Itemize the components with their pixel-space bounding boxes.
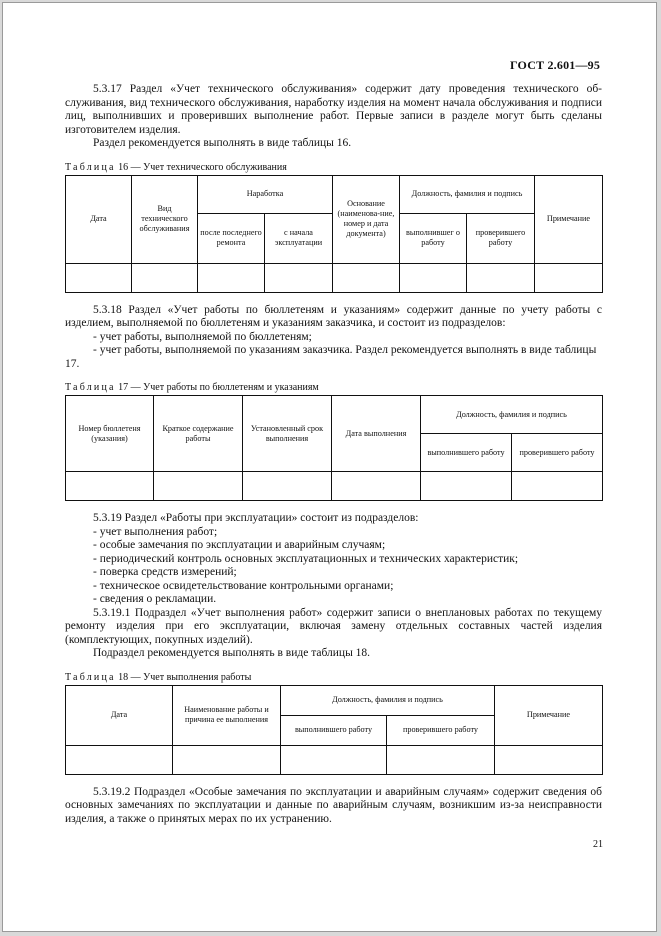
t16-header-date: Дата <box>66 175 132 263</box>
list-item: - поверка средств измерений; <box>93 566 237 578</box>
table-17 <box>65 395 603 501</box>
list-item: - сведения о рекламации. <box>93 593 217 605</box>
list-item: - техническое освидетельствование контрольными органами; <box>93 579 394 592</box>
paragraph-5-3-19-1-table-ref: Подраздел рекомендуется выполнять в виде таблицы 18. <box>93 647 371 659</box>
t18-header-date: Дата <box>66 685 173 745</box>
t17-header-signature: Должность, фамилия и подпись <box>421 396 603 434</box>
t16-header-since-start: с начала эксплуатации <box>265 213 333 263</box>
t18-header-signature: Должность, фамилия и подпись <box>281 685 495 715</box>
t17-header-done-date: Дата выполнения <box>332 396 421 472</box>
list-5-3-18 <box>65 331 602 372</box>
t16-header-runtime: Наработка <box>198 175 333 213</box>
paragraph-5-3-19-2: 5.3.19.2 Подраздел «Особые замечания по эксплуатации и аварийным случаям» содержит сведения об основных замечаниях по эксплуатации и данные по аварийным случаям, возникшим из-за неисправности изделия, а также о принятых мерах по их устранению. <box>65 785 602 825</box>
t16-header-signature: Должность, фамилия и подпись <box>400 175 535 213</box>
t18-header-name: Наименование работы и причина ее выполнения <box>173 685 281 745</box>
standard-title: ГОСТ 2.601—95 <box>510 58 601 72</box>
list-item: - учет работы, выполняемой по указаниям заказчика. Раздел рекомендуется выполнять в виде таблицы 17. <box>65 344 597 370</box>
t16-header-kind: Вид технического обслуживания <box>132 175 198 263</box>
t16-header-performed: выполнившег о работу <box>400 213 467 263</box>
list-item: - учет выполнения работ; <box>93 525 218 538</box>
t18-header-performed: выполнившего работу <box>281 715 387 745</box>
paragraph-5-3-19-1: 5.3.19.1 Подраздел «Учет выполнения работ» содержит записи о внеплановых работах по текущему ремонту изделия при его эксплуатации, включая замену отдельных составных частей изделия (комплектующих, покупных изделий). <box>65 606 602 646</box>
table-18-caption: Таблица 18 — Учет выполнения работы <box>65 671 252 683</box>
page-content <box>65 83 602 826</box>
paragraph-5-3-17: 5.3.17 Раздел «Учет технического обслуживания» содержит дату проведения технического об-служивания, вид технического обслуживания, наработку изделия на момент начала обслуживания и подписи лиц, выполнивших и проверивших выполнение работ. Первые записи в разделе могут быть сделаны изготовителем изделия. <box>65 83 602 136</box>
document-page <box>2 2 657 932</box>
t17-header-deadline: Установленный срок выполнения <box>243 396 332 472</box>
paragraph-5-3-17-table-ref: Раздел рекомендуется выполнять в виде таблицы 16. <box>93 137 352 149</box>
table-17-caption: Таблица 17 — Учет работы по бюллетеням и указаниям <box>65 382 319 393</box>
list-item: - учет работы, выполняемой по бюллетеням; <box>93 330 312 343</box>
table-16 <box>65 175 603 293</box>
t17-header-summary: Краткое содержание работы <box>154 396 243 472</box>
table-row <box>66 472 603 501</box>
table-row <box>66 745 603 774</box>
list-item: - особые замечания по эксплуатации и аварийным случаям; <box>93 539 386 551</box>
t17-header-number: Номер бюллетеня (указания) <box>66 396 154 472</box>
paragraph-5-3-19: 5.3.19 Раздел «Работы при эксплуатации» состоит из подразделов: <box>93 512 419 524</box>
t17-header-performed: выполнившего работу <box>421 434 512 472</box>
paragraph-5-3-18: 5.3.18 Раздел «Учет работы по бюллетеням и указаниям» содержит данные по учету работы с изделием, выполняемой по бюллетеням и указаниям заказчика, и состоит из подразделов: <box>65 303 602 329</box>
t16-header-note: Примечание <box>535 175 603 263</box>
t16-header-basis: Основание (наименова-ние, номер и дата документа) <box>333 175 400 263</box>
t16-header-after-repair: после последнего ремонта <box>198 213 265 263</box>
t17-header-checked: проверившего работу <box>512 434 603 472</box>
t18-header-note: Примечание <box>495 685 603 745</box>
t16-header-checked: проверившего работу <box>467 213 535 263</box>
table-18 <box>65 685 603 775</box>
t18-header-checked: проверившего работу <box>387 715 495 745</box>
table-16-caption: Таблица 16 — Учет технического обслуживания <box>65 161 287 173</box>
page-number: 21 <box>593 839 603 850</box>
list-5-3-19 <box>65 526 602 607</box>
list-item: - периодический контроль основных эксплуатационных и технических характеристик; <box>93 552 519 565</box>
table-row <box>66 263 603 292</box>
